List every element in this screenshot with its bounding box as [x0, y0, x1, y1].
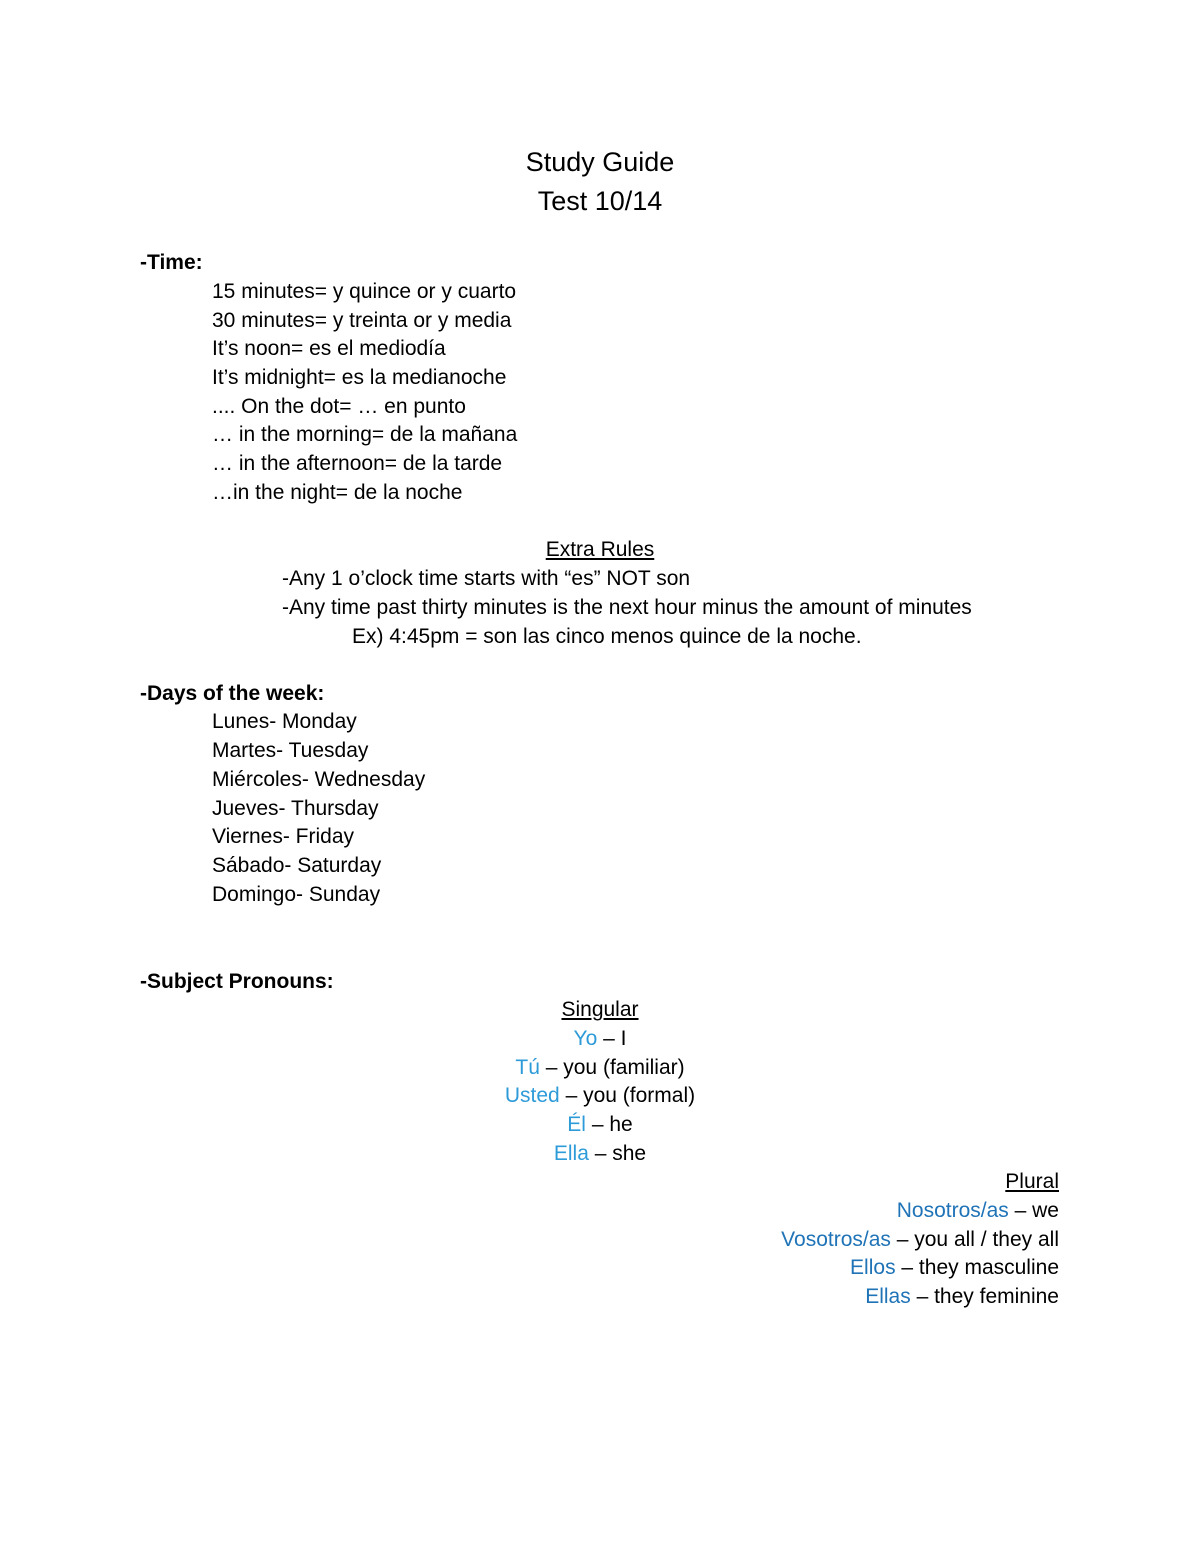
pronoun-meaning: – she	[588, 1142, 647, 1165]
time-item: …in the night= de la noche	[212, 481, 463, 504]
pronoun-term: Ellos	[850, 1256, 896, 1279]
time-item: … in the morning= de la mañana	[212, 423, 518, 446]
singular-pronoun	[0, 1081, 1200, 1110]
time-item: It’s noon= es el mediodía	[212, 337, 446, 360]
singular-pronoun	[0, 1024, 1200, 1053]
pronoun-meaning: – they feminine	[910, 1285, 1059, 1308]
pronoun-meaning: – you all / they all	[890, 1228, 1059, 1251]
day-item: Jueves- Thursday	[212, 797, 379, 820]
time-item: … in the afternoon= de la tarde	[212, 452, 503, 475]
extra-rule: -Any 1 o’clock time starts with “es” NOT son	[282, 567, 691, 590]
pronouns-heading: -Subject Pronouns:	[140, 970, 334, 993]
time-heading: -Time:	[140, 251, 203, 274]
pronoun-term: Él	[567, 1113, 586, 1136]
pronoun-meaning: – you (formal)	[559, 1084, 696, 1107]
pronoun-meaning: – you (familiar)	[539, 1056, 685, 1079]
day-item: Domingo- Sunday	[212, 883, 381, 906]
extra-rule-example: Ex) 4:45pm = son las cinco menos quince de la noche.	[352, 625, 862, 648]
day-item: Viernes- Friday	[212, 825, 354, 848]
singular-pronoun	[0, 1053, 1200, 1082]
extra-rule: -Any time past thirty minutes is the next hour minus the amount of minutes	[282, 596, 972, 619]
document-subtitle: Test 10/14	[537, 186, 663, 216]
pronoun-term: Yo	[573, 1027, 598, 1050]
pronoun-term: Ellas	[865, 1285, 911, 1308]
plural-pronoun	[897, 1196, 1059, 1225]
plural-pronoun	[865, 1282, 1059, 1311]
time-item: .... On the dot= … en punto	[212, 395, 466, 418]
document-title: Study Guide	[525, 147, 675, 177]
singular-pronoun	[0, 1139, 1200, 1168]
pronoun-meaning: – I	[597, 1027, 627, 1050]
time-item: 15 minutes= y quince or y cuarto	[212, 280, 517, 303]
day-item: Miércoles- Wednesday	[212, 768, 426, 791]
singular-heading: Singular	[561, 998, 639, 1021]
pronoun-term: Ella	[553, 1142, 589, 1165]
day-item: Martes- Tuesday	[212, 739, 369, 762]
time-item: It’s midnight= es la medianoche	[212, 366, 507, 389]
pronoun-meaning: – he	[585, 1113, 633, 1136]
pronoun-term: Tú	[515, 1056, 540, 1079]
pronoun-term: Nosotros/as	[896, 1199, 1009, 1222]
pronoun-term: Vosotros/as	[781, 1228, 891, 1251]
pronoun-term: Usted	[504, 1084, 560, 1107]
days-heading: -Days of the week:	[140, 682, 325, 705]
singular-pronoun	[0, 1110, 1200, 1139]
day-item: Lunes- Monday	[212, 710, 357, 733]
day-item: Sábado- Saturday	[212, 854, 382, 877]
time-item: 30 minutes= y treinta or y media	[212, 309, 512, 332]
extra-rules-heading: Extra Rules	[545, 538, 655, 561]
plural-pronoun	[781, 1225, 1059, 1254]
plural-pronoun	[850, 1253, 1059, 1282]
pronoun-meaning: – they masculine	[895, 1256, 1059, 1279]
plural-heading: Plural	[1005, 1170, 1059, 1193]
pronoun-meaning: – we	[1008, 1199, 1059, 1222]
